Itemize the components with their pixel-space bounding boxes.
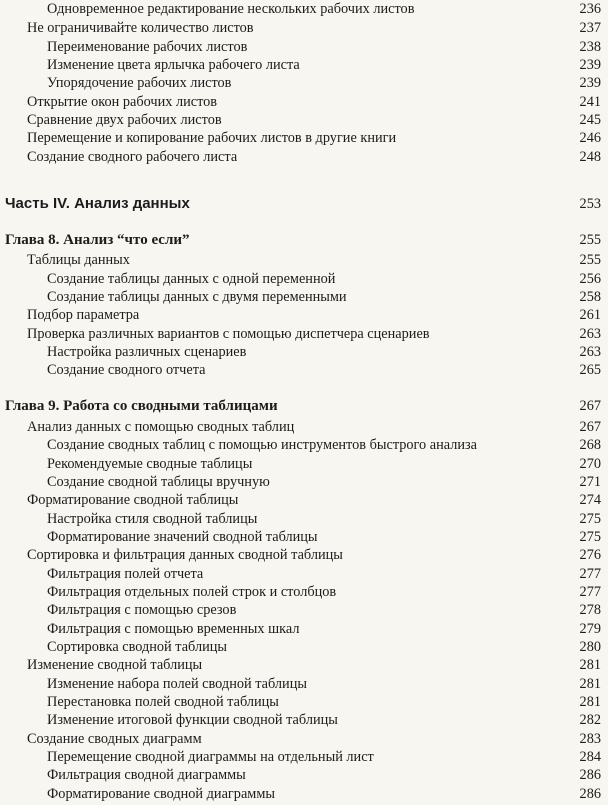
toc-chapter-heading (0, 397, 608, 415)
toc-entry-title: Подбор параметра (27, 307, 140, 323)
toc-entry-page: 263 (579, 326, 601, 342)
toc-entry-title: Таблицы данных (27, 252, 130, 268)
toc-entry-page: 255 (579, 232, 601, 248)
toc-entry-page: 267 (579, 398, 601, 414)
toc-entry-title: Часть IV. Анализ данных (5, 195, 190, 212)
toc-entry-page: 286 (579, 767, 601, 783)
toc-entry (0, 473, 608, 491)
toc-entry-title: Создание таблицы данных с одной переменной (47, 271, 336, 287)
toc-entry (0, 675, 608, 693)
toc-entry (0, 656, 608, 674)
toc-entry-page: 261 (579, 307, 601, 323)
toc-entry-title: Фильтрация с помощью срезов (47, 602, 237, 618)
toc-entry-page: 268 (579, 437, 601, 453)
toc-entry-page: 265 (579, 362, 601, 378)
toc-entry-page: 274 (579, 492, 601, 508)
toc-entry-title: Форматирование значений сводной таблицы (47, 529, 318, 545)
toc-entry-title: Создание сводных диаграмм (27, 731, 202, 747)
toc-entry-title: Создание сводного отчета (47, 362, 206, 378)
toc-entry (0, 251, 608, 269)
toc-entry (0, 19, 608, 37)
toc-entry-title: Создание сводных таблиц с помощью инструментов быстрого анализа (47, 437, 478, 453)
toc-entry (0, 491, 608, 509)
toc-entry (0, 436, 608, 454)
toc-entry (0, 601, 608, 619)
toc-entry-page: 239 (579, 57, 601, 73)
toc-entry (0, 111, 608, 129)
toc-entry-title: Изменение сводной таблицы (27, 657, 203, 673)
toc-entry (0, 785, 608, 803)
toc-entry-page: 263 (579, 344, 601, 360)
toc-entry-page: 245 (579, 112, 601, 128)
toc-entry-page: 281 (579, 694, 601, 710)
toc-entry (0, 620, 608, 638)
toc-entry-page: 267 (579, 419, 601, 435)
toc-entry (0, 306, 608, 324)
toc-entry (0, 510, 608, 528)
toc-entry-page: 286 (579, 786, 601, 802)
toc-entry-title: Сравнение двух рабочих листов (27, 112, 222, 128)
toc-entry-title: Анализ данных с помощью сводных таблиц (27, 419, 295, 435)
toc-entry (0, 730, 608, 748)
toc-entry-page: 248 (579, 149, 601, 165)
toc-entry-title: Фильтрация сводной диаграммы (47, 767, 246, 783)
toc-entry-page: 258 (579, 289, 601, 305)
toc-entry (0, 74, 608, 92)
toc-entry (0, 93, 608, 111)
toc-entry-title: Создание таблицы данных с двумя переменными (47, 289, 347, 305)
toc-entry-title: Настройка различных сценариев (47, 344, 247, 360)
toc-entry (0, 528, 608, 546)
toc-entry-title: Упорядочение рабочих листов (47, 75, 232, 91)
toc-entry-page: 275 (579, 529, 601, 545)
toc-entry-page: 283 (579, 731, 601, 747)
toc-entry-title: Настройка стиля сводной таблицы (47, 511, 258, 527)
toc-entry-title: Перемещение сводной диаграммы на отдельный лист (47, 749, 374, 765)
toc-entry-page: 277 (579, 566, 601, 582)
toc-entry-title: Создание сводного рабочего листа (27, 149, 238, 165)
toc-entry-title: Фильтрация с помощью временных шкал (47, 621, 300, 637)
toc-entry-page: 270 (579, 456, 601, 472)
toc-entry-title: Форматирование сводной таблицы (27, 492, 239, 508)
toc-entry (0, 546, 608, 564)
toc-entry (0, 711, 608, 729)
toc-entry (0, 766, 608, 784)
toc-entry (0, 148, 608, 166)
toc-entry-page: 276 (579, 547, 601, 563)
toc-entry-page: 238 (579, 39, 601, 55)
toc-entry (0, 418, 608, 436)
toc-entry-title: Фильтрация отдельных полей строк и столбцов (47, 584, 337, 600)
toc-chapter-heading (0, 231, 608, 249)
toc-entry (0, 343, 608, 361)
toc-entry-title: Создание сводной таблицы вручную (47, 474, 270, 490)
toc-entry-page: 282 (579, 712, 601, 728)
toc-entry-title: Открытие окон рабочих листов (27, 94, 218, 110)
toc-entry (0, 361, 608, 379)
toc-entry-title: Глава 8. Анализ “что если” (5, 232, 190, 248)
toc-entry-title: Сортировка сводной таблицы (47, 639, 228, 655)
toc-entry (0, 325, 608, 343)
toc-entry-page: 284 (579, 749, 601, 765)
toc-entry (0, 583, 608, 601)
toc-entry-title: Перестановка полей сводной таблицы (47, 694, 279, 710)
toc-entry (0, 288, 608, 306)
toc-entry-page: 277 (579, 584, 601, 600)
toc-entry (0, 455, 608, 473)
toc-entry (0, 565, 608, 583)
toc-entry (0, 129, 608, 147)
toc-entry-page: 275 (579, 511, 601, 527)
toc-entry (0, 638, 608, 656)
toc-part-heading (0, 195, 608, 213)
toc-entry-page: 237 (579, 20, 601, 36)
toc-entry-page: 281 (579, 676, 601, 692)
toc-entry-title: Форматирование сводной диаграммы (47, 786, 275, 802)
toc-entry-page: 253 (579, 196, 601, 212)
toc-entry-title: Сортировка и фильтрация данных сводной таблицы (27, 547, 343, 563)
toc-entry-page: 256 (579, 271, 601, 287)
toc-entry-title: Переименование рабочих листов (47, 39, 248, 55)
toc-entry (0, 0, 608, 18)
toc-entry-title: Одновременное редактирование нескольких рабочих листов (47, 1, 415, 17)
toc-entry-title: Глава 9. Работа со сводными таблицами (5, 398, 278, 414)
toc-entry-page: 278 (579, 602, 601, 618)
toc-entry (0, 693, 608, 711)
toc-entry (0, 38, 608, 56)
toc-entry-page: 236 (579, 1, 601, 17)
toc-entry (0, 56, 608, 74)
toc-entry-page: 246 (579, 130, 601, 146)
toc-entry-page: 280 (579, 639, 601, 655)
toc-entry-title: Перемещение и копирование рабочих листов в другие книги (27, 130, 397, 146)
toc-entry-page: 279 (579, 621, 601, 637)
toc-entry (0, 748, 608, 766)
toc-entry (0, 270, 608, 288)
toc-entry-page: 271 (579, 474, 601, 490)
toc-entry-title: Изменение цвета ярлычка рабочего листа (47, 57, 300, 73)
toc-entry-page: 281 (579, 657, 601, 673)
toc-entry-page: 239 (579, 75, 601, 91)
toc-entry-title: Фильтрация полей отчета (47, 566, 204, 582)
toc-entry-title: Не ограничивайте количество листов (27, 20, 254, 36)
toc-entry-title: Проверка различных вариантов с помощью диспетчера сценариев (27, 326, 430, 342)
toc-entry-title: Изменение набора полей сводной таблицы (47, 676, 307, 692)
toc-entry-title: Рекомендуемые сводные таблицы (47, 456, 253, 472)
toc-entry-page: 241 (579, 94, 601, 110)
toc-entry-page: 255 (579, 252, 601, 268)
toc-entry-title: Изменение итоговой функции сводной таблицы (47, 712, 338, 728)
